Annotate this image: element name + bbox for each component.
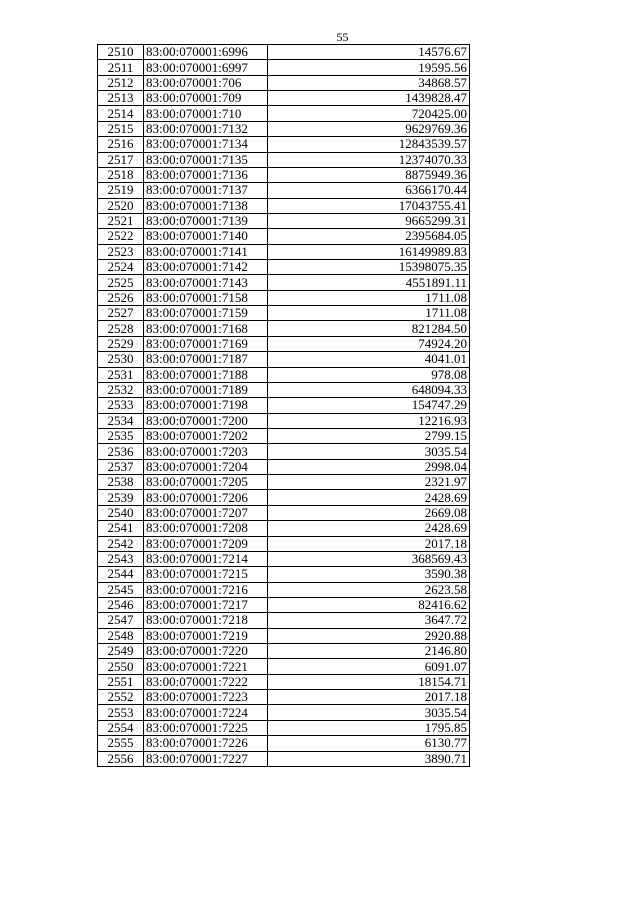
cadastral-value-cell: 2395684.05 [268, 229, 470, 244]
cadastral-number-cell: 83:00:070001:7208 [144, 521, 268, 536]
table-row [98, 229, 470, 244]
cadastral-number-cell: 83:00:070001:7206 [144, 490, 268, 505]
cadastral-number-cell: 83:00:070001:7225 [144, 720, 268, 735]
row-number-cell: 2517 [98, 152, 144, 167]
table-row [98, 367, 470, 382]
row-number-cell: 2540 [98, 505, 144, 520]
cadastral-number-cell: 83:00:070001:7143 [144, 275, 268, 290]
cadastral-number-cell: 83:00:070001:7132 [144, 121, 268, 136]
table-row [98, 459, 470, 474]
row-number-cell: 2510 [98, 45, 144, 60]
table-row [98, 336, 470, 351]
cadastral-number-cell: 83:00:070001:7134 [144, 137, 268, 152]
cadastral-value-cell: 4551891.11 [268, 275, 470, 290]
cadastral-value-cell: 720425.00 [268, 106, 470, 121]
cadastral-value-cell: 82416.62 [268, 597, 470, 612]
cadastral-value-table [97, 44, 470, 767]
cadastral-value-cell: 6366170.44 [268, 183, 470, 198]
table-row [98, 260, 470, 275]
cadastral-number-cell: 83:00:070001:706 [144, 75, 268, 90]
table-row [98, 628, 470, 643]
cadastral-number-cell: 83:00:070001:6996 [144, 45, 268, 60]
cadastral-value-cell: 978.08 [268, 367, 470, 382]
table-row [98, 567, 470, 582]
row-number-cell: 2550 [98, 659, 144, 674]
cadastral-number-cell: 83:00:070001:7216 [144, 582, 268, 597]
cadastral-value-cell: 2669.08 [268, 505, 470, 520]
row-number-cell: 2554 [98, 720, 144, 735]
cadastral-number-cell: 83:00:070001:6997 [144, 60, 268, 75]
row-number-cell: 2547 [98, 613, 144, 628]
table-row [98, 551, 470, 566]
cadastral-value-cell: 2017.18 [268, 536, 470, 551]
cadastral-number-cell: 83:00:070001:7137 [144, 183, 268, 198]
cadastral-value-cell: 648094.33 [268, 382, 470, 397]
table-row [98, 690, 470, 705]
table-row [98, 751, 470, 766]
row-number-cell: 2528 [98, 321, 144, 336]
cadastral-value-cell: 368569.43 [268, 551, 470, 566]
table-row [98, 75, 470, 90]
row-number-cell: 2542 [98, 536, 144, 551]
table-body [98, 45, 470, 767]
row-number-cell: 2533 [98, 398, 144, 413]
cadastral-number-cell: 83:00:070001:709 [144, 91, 268, 106]
cadastral-value-cell: 1795.85 [268, 720, 470, 735]
table-row [98, 674, 470, 689]
table-row [98, 183, 470, 198]
cadastral-value-cell: 3035.54 [268, 444, 470, 459]
cadastral-value-cell: 3590.38 [268, 567, 470, 582]
cadastral-value-cell: 2920.88 [268, 628, 470, 643]
table-row [98, 137, 470, 152]
cadastral-value-cell: 9665299.31 [268, 213, 470, 228]
table-row [98, 582, 470, 597]
cadastral-value-cell: 34868.57 [268, 75, 470, 90]
cadastral-number-cell: 83:00:070001:7227 [144, 751, 268, 766]
cadastral-value-cell: 9629769.36 [268, 121, 470, 136]
table-row [98, 521, 470, 536]
cadastral-value-cell: 14576.67 [268, 45, 470, 60]
row-number-cell: 2535 [98, 428, 144, 443]
row-number-cell: 2519 [98, 183, 144, 198]
table-row [98, 659, 470, 674]
table-row [98, 720, 470, 735]
table-row [98, 152, 470, 167]
cadastral-value-cell: 12843539.57 [268, 137, 470, 152]
cadastral-number-cell: 83:00:070001:7221 [144, 659, 268, 674]
row-number-cell: 2524 [98, 260, 144, 275]
cadastral-value-cell: 154747.29 [268, 398, 470, 413]
table-row [98, 505, 470, 520]
cadastral-value-cell: 2998.04 [268, 459, 470, 474]
cadastral-value-cell: 18154.71 [268, 674, 470, 689]
row-number-cell: 2531 [98, 367, 144, 382]
cadastral-number-cell: 83:00:070001:7141 [144, 244, 268, 259]
cadastral-value-cell: 12374070.33 [268, 152, 470, 167]
cadastral-value-cell: 2321.97 [268, 475, 470, 490]
cadastral-number-cell: 83:00:070001:7209 [144, 536, 268, 551]
cadastral-number-cell: 83:00:070001:7139 [144, 213, 268, 228]
row-number-cell: 2545 [98, 582, 144, 597]
row-number-cell: 2544 [98, 567, 144, 582]
table-row [98, 352, 470, 367]
row-number-cell: 2516 [98, 137, 144, 152]
row-number-cell: 2529 [98, 336, 144, 351]
row-number-cell: 2513 [98, 91, 144, 106]
cadastral-number-cell: 83:00:070001:7222 [144, 674, 268, 689]
row-number-cell: 2537 [98, 459, 144, 474]
row-number-cell: 2520 [98, 198, 144, 213]
table-row [98, 705, 470, 720]
row-number-cell: 2552 [98, 690, 144, 705]
row-number-cell: 2556 [98, 751, 144, 766]
table-row [98, 736, 470, 751]
row-number-cell: 2548 [98, 628, 144, 643]
cadastral-value-cell: 15398075.35 [268, 260, 470, 275]
row-number-cell: 2538 [98, 475, 144, 490]
cadastral-number-cell: 83:00:070001:7189 [144, 382, 268, 397]
cadastral-number-cell: 83:00:070001:7168 [144, 321, 268, 336]
cadastral-number-cell: 83:00:070001:7159 [144, 306, 268, 321]
row-number-cell: 2515 [98, 121, 144, 136]
row-number-cell: 2511 [98, 60, 144, 75]
row-number-cell: 2551 [98, 674, 144, 689]
cadastral-number-cell: 83:00:070001:7198 [144, 398, 268, 413]
table-row [98, 413, 470, 428]
row-number-cell: 2512 [98, 75, 144, 90]
cadastral-value-cell: 2017.18 [268, 690, 470, 705]
cadastral-number-cell: 83:00:070001:7218 [144, 613, 268, 628]
cadastral-number-cell: 83:00:070001:7140 [144, 229, 268, 244]
row-number-cell: 2553 [98, 705, 144, 720]
row-number-cell: 2523 [98, 244, 144, 259]
cadastral-number-cell: 83:00:070001:7226 [144, 736, 268, 751]
table-row [98, 121, 470, 136]
cadastral-value-cell: 4041.01 [268, 352, 470, 367]
cadastral-value-cell: 3890.71 [268, 751, 470, 766]
cadastral-value-cell: 2428.69 [268, 521, 470, 536]
table-row [98, 444, 470, 459]
table-row [98, 244, 470, 259]
cadastral-value-cell: 17043755.41 [268, 198, 470, 213]
cadastral-value-cell: 1711.08 [268, 290, 470, 305]
page-number: 55 [336, 30, 349, 44]
table-row [98, 613, 470, 628]
cadastral-number-cell: 83:00:070001:7204 [144, 459, 268, 474]
cadastral-number-cell: 83:00:070001:7136 [144, 167, 268, 182]
table-row [98, 60, 470, 75]
cadastral-value-cell: 3647.72 [268, 613, 470, 628]
table-row [98, 275, 470, 290]
cadastral-value-cell: 1439828.47 [268, 91, 470, 106]
table-row [98, 475, 470, 490]
cadastral-number-cell: 83:00:070001:7169 [144, 336, 268, 351]
row-number-cell: 2518 [98, 167, 144, 182]
cadastral-value-cell: 3035.54 [268, 705, 470, 720]
table-row [98, 198, 470, 213]
cadastral-number-cell: 83:00:070001:7158 [144, 290, 268, 305]
table-row [98, 398, 470, 413]
table-row [98, 306, 470, 321]
row-number-cell: 2530 [98, 352, 144, 367]
cadastral-number-cell: 83:00:070001:710 [144, 106, 268, 121]
row-number-cell: 2539 [98, 490, 144, 505]
row-number-cell: 2543 [98, 551, 144, 566]
cadastral-number-cell: 83:00:070001:7220 [144, 644, 268, 659]
table-row [98, 644, 470, 659]
cadastral-number-cell: 83:00:070001:7202 [144, 428, 268, 443]
row-number-cell: 2541 [98, 521, 144, 536]
cadastral-number-cell: 83:00:070001:7138 [144, 198, 268, 213]
cadastral-value-cell: 2623.58 [268, 582, 470, 597]
cadastral-number-cell: 83:00:070001:7219 [144, 628, 268, 643]
row-number-cell: 2555 [98, 736, 144, 751]
cadastral-number-cell: 83:00:070001:7200 [144, 413, 268, 428]
row-number-cell: 2525 [98, 275, 144, 290]
cadastral-value-cell: 2428.69 [268, 490, 470, 505]
cadastral-value-cell: 2799.15 [268, 428, 470, 443]
table-row [98, 45, 470, 60]
cadastral-value-cell: 19595.56 [268, 60, 470, 75]
cadastral-number-cell: 83:00:070001:7217 [144, 597, 268, 612]
row-number-cell: 2546 [98, 597, 144, 612]
table-row [98, 290, 470, 305]
table-row [98, 382, 470, 397]
cadastral-value-cell: 8875949.36 [268, 167, 470, 182]
cadastral-value-cell: 6091.07 [268, 659, 470, 674]
cadastral-number-cell: 83:00:070001:7214 [144, 551, 268, 566]
table-row [98, 91, 470, 106]
row-number-cell: 2534 [98, 413, 144, 428]
cadastral-number-cell: 83:00:070001:7203 [144, 444, 268, 459]
table-row [98, 167, 470, 182]
row-number-cell: 2521 [98, 213, 144, 228]
cadastral-value-cell: 12216.93 [268, 413, 470, 428]
cadastral-value-cell: 821284.50 [268, 321, 470, 336]
cadastral-value-cell: 2146.80 [268, 644, 470, 659]
cadastral-value-cell: 6130.77 [268, 736, 470, 751]
row-number-cell: 2522 [98, 229, 144, 244]
row-number-cell: 2527 [98, 306, 144, 321]
table-row [98, 106, 470, 121]
cadastral-number-cell: 83:00:070001:7207 [144, 505, 268, 520]
table-row [98, 428, 470, 443]
table-row [98, 597, 470, 612]
row-number-cell: 2536 [98, 444, 144, 459]
cadastral-value-cell: 1711.08 [268, 306, 470, 321]
table-row [98, 213, 470, 228]
cadastral-value-cell: 74924.20 [268, 336, 470, 351]
table-row [98, 490, 470, 505]
cadastral-number-cell: 83:00:070001:7205 [144, 475, 268, 490]
row-number-cell: 2514 [98, 106, 144, 121]
cadastral-number-cell: 83:00:070001:7223 [144, 690, 268, 705]
cadastral-number-cell: 83:00:070001:7142 [144, 260, 268, 275]
table-row [98, 536, 470, 551]
cadastral-number-cell: 83:00:070001:7188 [144, 367, 268, 382]
row-number-cell: 2532 [98, 382, 144, 397]
table-row [98, 321, 470, 336]
cadastral-number-cell: 83:00:070001:7224 [144, 705, 268, 720]
row-number-cell: 2549 [98, 644, 144, 659]
cadastral-number-cell: 83:00:070001:7187 [144, 352, 268, 367]
cadastral-number-cell: 83:00:070001:7135 [144, 152, 268, 167]
cadastral-number-cell: 83:00:070001:7215 [144, 567, 268, 582]
row-number-cell: 2526 [98, 290, 144, 305]
cadastral-value-cell: 16149989.83 [268, 244, 470, 259]
